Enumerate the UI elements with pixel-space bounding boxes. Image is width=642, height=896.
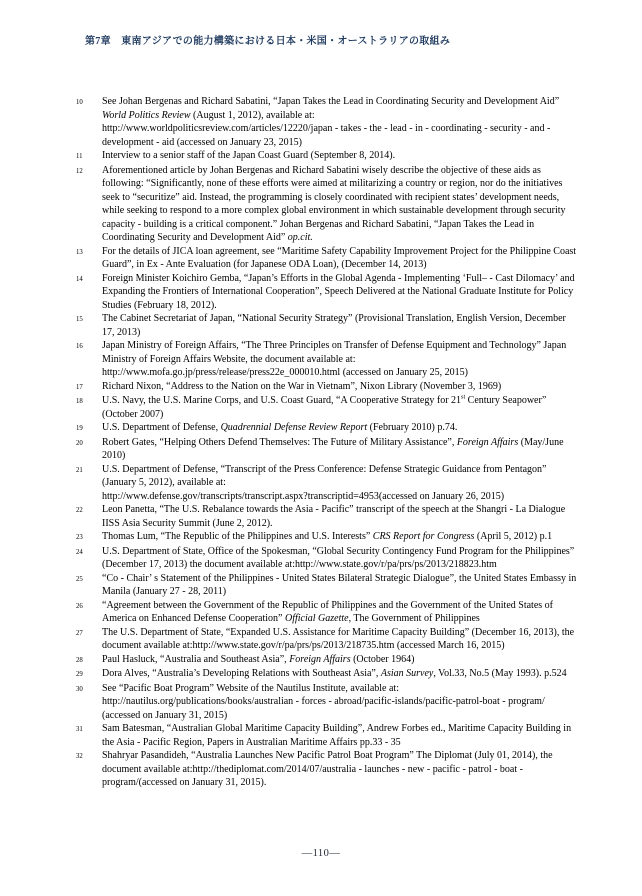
footnote	[76, 164, 578, 245]
footnote-text: For the details of JICA loan agreement, see “Maritime Safety Capability Improvement Project for the Philippine Coast Guard”, in Ex - Ante Evaluation (for Japanese ODA Loan), (December 14, 2013)	[102, 245, 577, 270]
footnote	[76, 245, 578, 272]
chapter-header: 第7章 東南アジアでの能力構築における日本・米国・オーストラリアの取組み	[85, 36, 451, 47]
footnote-number: 24	[76, 548, 83, 556]
footnote	[76, 599, 578, 626]
footnote-text: Aforementioned article by Johan Bergenas and Richard Sabatini wisely describe the objective of these aids as following: “Significantly, none of these efforts were aimed at militarizing a country or region, nor do the initiatives seek to “securitize” aid. Instead, the programming is closely coordinated with recipient states’ development needs, while seeking to respond to a more complex global environment in which sustainable development through security capacity - building is a critical component.” Johan Bergenas and Richard Sabatini, “Japan Takes the Lead in Coordinating Security and Development Aid” op.cit.	[102, 164, 566, 243]
footnote-text: Richard Nixon, “Address to the Nation on the War in Vietnam”, Nixon Library (November 3, 1969)	[102, 380, 502, 392]
footnote	[76, 722, 578, 749]
footnote-text: See Johan Bergenas and Richard Sabatini, “Japan Takes the Lead in Coordinating Security and Development Aid” World Politics Review (August 1, 2012), available at: http://www.worldpoliticsreview.com/articles/12220/japan - takes - the - lead - in - coordinating - security - and - development - aid (accessed on January 23, 2015)	[102, 96, 560, 148]
footnote	[76, 149, 578, 164]
footnote-text: Robert Gates, “Helping Others Defend Themselves: The Future of Military Assistance”, Foreign Affairs (May/June 2010)	[102, 436, 564, 461]
footnote-number: 32	[76, 753, 83, 760]
footnote-number: 23	[76, 534, 83, 541]
footnote-text: Foreign Minister Koichiro Gemba, “Japan’s Efforts in the Global Agenda - Implementing ‘Full– - Cast Dilomacy’ and Expanding the Frontiers of International Cooperation”, Speech Delivered at the National Graduate Institute for Policy Studies (February 18, 2012).	[102, 272, 575, 311]
footnote-number: 28	[76, 656, 83, 664]
footnote	[76, 95, 578, 149]
footnote-number: 17	[76, 383, 83, 391]
footnote-number: 20	[76, 439, 83, 447]
footnote-number: 15	[76, 316, 83, 323]
footnote	[76, 436, 578, 463]
footnote-text: Shahryar Pasandideh, “Australia Launches New Pacific Patrol Boat Program” The Diplomat (July 01, 2014), the document available at:http://thediplomat.com/2014/07/australia - launches - new - pacific - patrol - boat - program/(accessed on January 31, 2015).	[102, 750, 553, 788]
footnote-text: Dora Alves, “Australia’s Developing Relations with Southeast Asia”, Asian Survey, Vol.33, No.5 (May 1993). p.524	[102, 668, 567, 679]
footnote-text: Japan Ministry of Foreign Affairs, “The Three Principles on Transfer of Defense Equipment and Technology” Japan Ministry of Foreign Affairs Website, the document available at: http://www.mofa.go.jp/press/release/press22e_000010.html (accessed on January 25, 2015)	[102, 340, 567, 378]
footnote	[76, 545, 578, 572]
footnote-number: 16	[76, 343, 83, 350]
footnote-number: 19	[76, 425, 83, 432]
footnote-number: 30	[76, 685, 83, 693]
footnote	[76, 626, 578, 653]
footnote-text: Leon Panetta, “The U.S. Rebalance towards the Asia - Pacific” transcript of the speech at the Shangri - La Dialogue IISS Asia Security Summit (June 2, 2012).	[102, 504, 566, 529]
footnote	[76, 312, 578, 339]
footnote-number: 12	[76, 167, 83, 175]
footnote-text: U.S. Navy, the U.S. Marine Corps, and U.S. Coast Guard, “A Cooperative Strategy for 21st Century Seapower” (October 2007)	[102, 393, 547, 420]
footnote-text: “Agreement between the Government of the Republic of Philippines and the Government of the United States of America on Enhanced Defense Cooperation” Official Gazette, The Government of Philippines	[102, 599, 553, 624]
footnote	[76, 380, 578, 395]
footnote	[76, 272, 578, 313]
footnote-number: 18	[76, 398, 83, 405]
page-number: —110—	[301, 848, 341, 859]
footnote-number: 21	[76, 466, 83, 474]
footnote-number: 25	[76, 575, 83, 583]
footnote-text: The Cabinet Secretariat of Japan, “National Security Strategy” (Provisional Translation, English Version, December 17, 2013)	[102, 313, 566, 338]
footnote-text: Paul Hasluck, “Australia and Southeast Asia”, Foreign Affairs (October 1964)	[102, 653, 415, 665]
footnote	[76, 682, 578, 723]
footnote-text: U.S. Department of State, Office of the Spokesman, “Global Security Contingency Fund Program for the Philippines” (December 17, 2013) the document available at:http://www.state.gov/r/pa/prs/ps/2013/218823.htm	[102, 545, 575, 570]
footnote-number: 26	[76, 602, 83, 610]
footnotes-list	[76, 95, 578, 790]
footnote	[76, 572, 578, 599]
footnote-text: “Co - Chair’ s Statement of the Philippines - United States Bilateral Strategic Dialogue”, the United States Embassy in Manila (January 27 - 28, 2011)	[102, 572, 577, 597]
footnote-number: 31	[76, 726, 83, 733]
footnote-number: 13	[76, 248, 83, 256]
footnote	[76, 394, 578, 421]
footnote	[76, 530, 578, 545]
footnote-number: 10	[76, 99, 83, 106]
footnote	[76, 667, 578, 682]
footnote-text: Thomas Lum, “The Republic of the Philippines and U.S. Interests” CRS Report for Congress (April 5, 2012) p.1	[102, 531, 553, 542]
footnote-text: Sam Batesman, “Australian Global Maritime Capacity Building”, Andrew Forbes ed., Maritime Capacity Building in the Asia - Pacific Region, Papers in Australian Maritime Affairs pp.33 - 35	[102, 723, 572, 748]
footnote-text: See “Pacific Boat Program” Website of the Nautilus Institute, available at: http://nautilus.org/publications/books/australian - forces - abroad/pacific-islands/pacific-patrol-boat - program/ (accessed on January 31, 2015)	[102, 682, 545, 721]
footnote-text: The U.S. Department of State, “Expanded U.S. Assistance for Maritime Capacity Building” (December 16, 2013), the document available at:http://www.state.gov/r/pa/prs/ps/2013/218735.htm (accessed March 16, 2015)	[102, 626, 575, 651]
footnote-text: U.S. Department of Defense, “Transcript of the Press Conference: Defense Strategic Guidance from Pentagon” (January 5, 2012), available at: http://www.defense.gov/transcripts/transcript.aspx?transcriptid=4953(accessed on January 26, 2015)	[102, 463, 547, 502]
footnote-number: 27	[76, 629, 83, 637]
footnote	[76, 421, 578, 436]
footnote-number: 14	[76, 275, 83, 283]
footnote-number: 11	[76, 153, 83, 160]
footnote-number: 29	[76, 671, 83, 678]
footnote-number: 22	[76, 507, 83, 514]
footnote	[76, 653, 578, 668]
footnote-text: Interview to a senior staff of the Japan Coast Guard (September 8, 2014).	[102, 150, 396, 161]
footnote	[76, 749, 578, 790]
footnote-text: U.S. Department of Defense, Quadrennial Defense Review Report (February 2010) p.74.	[102, 422, 458, 433]
footnote	[76, 339, 578, 380]
footnote	[76, 463, 578, 504]
footnote	[76, 503, 578, 530]
